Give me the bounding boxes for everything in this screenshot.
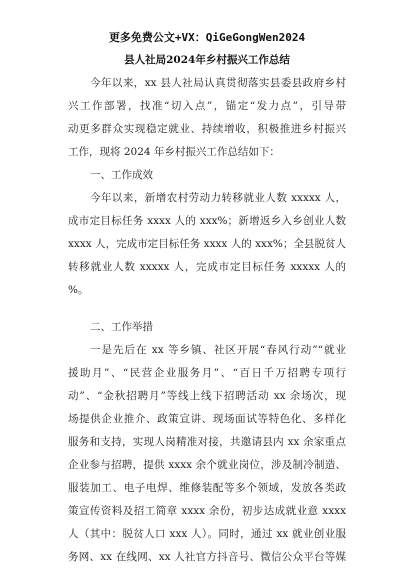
paragraph-line: 一是先后在 xx 等乡镇、社区开展“春风行动”“就业 [90,344,346,356]
paragraph-line: xxxx 人，完成市定目标任务 xxxx 人的 xxx%；全县脱贫人 [68,238,346,250]
paragraph-line: 成市定目标任务 xxxx 人的 xxx%；新增返乡入乡创业人数 [68,215,346,227]
paragraph-line: 转移就业人数 xxxxx 人，完成市定目标任务 xxxxx 人的 [68,261,346,273]
paragraph-line: 今年以来，xx 县人社局认真贯彻落实县委县政府乡村 [90,77,346,89]
paragraph-line: 企业参与招聘，提供 xxxx 余个就业岗位，涉及制冷制造、 [68,459,346,471]
section-results [68,164,346,302]
paragraph-line: 援助月”、“民营企业服务月”、“百日千万招聘专项行 [68,367,346,379]
section-heading: 一、工作成效 [90,169,153,181]
paragraph-line: 兴工作部署，找准“切入点”，锚定“发力点”，引导带 [68,100,346,112]
paragraph-line: 服务和支持，实现人岗精准对接，共邀请县内 xx 余家重点 [68,436,346,448]
paragraph-line: 人（其中：脱贫人口 xxx 人）。同时，通过 xx 就业创业服 [68,528,346,540]
section-heading: 二、工作举措 [90,321,153,333]
document-page [68,26,346,569]
intro-paragraph [68,72,346,164]
paragraph-line: 服装加工、电子电焊、维修装配等多个领域，发放各类政 [68,482,346,494]
paragraph-line: 策宣传资料及招工简章 xxxx 余份，初步达成就业意 xxxx [68,505,346,517]
section-measures [68,316,346,569]
paragraph-line: 场提供企业推介、政策宣讲、现场面试等特色化、多样化 [68,413,346,425]
paragraph-line: 工作，现将 2024 年乡村振兴工作总结如下： [68,146,280,158]
paragraph-line: 动更多群众实现稳定就业、持续增收，积极推进乡村振兴 [68,123,346,135]
promo-header: 更多免费公文+VX：QiGeGongWen2024 [108,31,306,44]
paragraph-line: 动”、“金秋招聘月”等线上线下招聘活动 xx 余场次，现 [68,390,346,402]
paragraph-line: 今年以来，新增农村劳动力转移就业人数 xxxxx 人， [90,192,346,204]
paragraph-line: %。 [68,284,89,296]
document-title: 县人社局2024年乡村振兴工作总结 [124,54,290,66]
paragraph-line: 务网、xx 在线网、xx 人社官方抖音号、微信公众平台等媒 [68,551,346,563]
